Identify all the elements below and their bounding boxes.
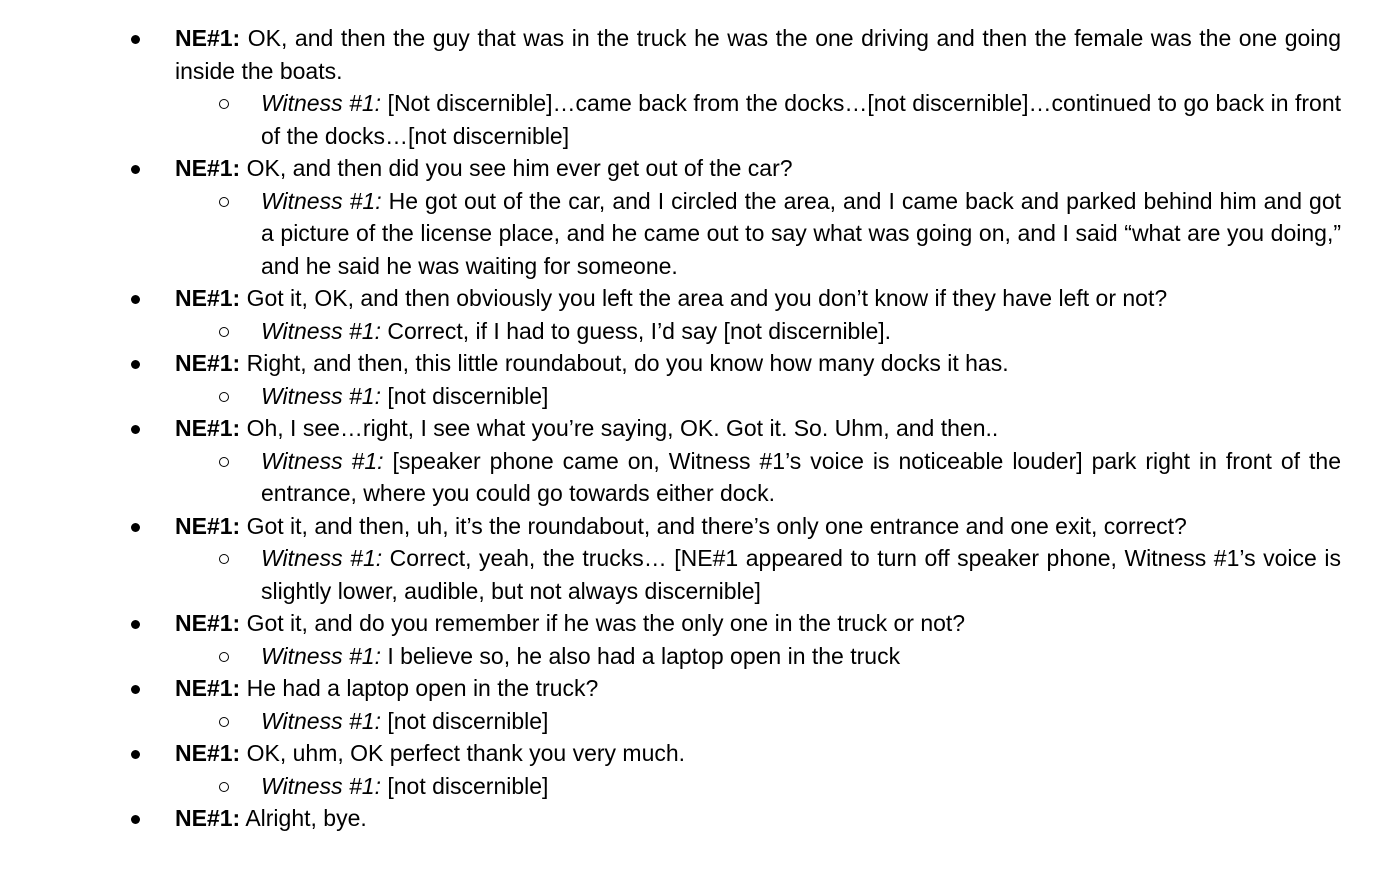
answer-line xyxy=(0,770,1394,803)
transcript-entry xyxy=(0,510,1394,608)
question-line xyxy=(0,22,1394,87)
question-text: He had a laptop open in the truck? xyxy=(240,675,599,701)
answer-text: I believe so, he also had a laptop open in the truck xyxy=(380,642,901,669)
speaker-label: NE#1: xyxy=(175,610,241,636)
transcript-entry xyxy=(0,152,1394,282)
question-text: Got it, OK, and then obviously you left the area and you don’t know if they have left or not? xyxy=(240,285,1168,311)
witness-label: Witness #1: xyxy=(261,187,382,214)
transcript-entry xyxy=(0,607,1394,672)
question-text: OK, and then the guy that was in the truck he was the one driving and then the female was the one going inside the boats. xyxy=(175,25,1341,84)
bullet-icon xyxy=(131,425,140,434)
transcript-entry xyxy=(0,347,1394,412)
speaker-label: NE#1: xyxy=(175,155,241,181)
bullet-icon xyxy=(131,750,140,759)
answer-line xyxy=(0,705,1394,738)
sub-bullet-icon xyxy=(219,327,229,337)
question-text: Oh, I see…right, I see what you’re saying, OK. Got it. So. Uhm, and then.. xyxy=(240,415,999,441)
witness-label: Witness #1: xyxy=(261,642,381,669)
question-line xyxy=(0,347,1394,380)
question-line xyxy=(0,737,1394,770)
speaker-label: NE#1: xyxy=(175,350,241,376)
speaker-label: NE#1: xyxy=(175,675,241,701)
question-text: Right, and then, this little roundabout, do you know how many docks it has. xyxy=(240,350,1009,376)
sub-bullet-icon xyxy=(219,717,229,727)
question-line xyxy=(0,672,1394,705)
transcript-entry xyxy=(0,737,1394,802)
sub-bullet-icon xyxy=(219,554,229,564)
witness-label: Witness #1: xyxy=(261,447,384,474)
witness-label: Witness #1: xyxy=(261,707,381,734)
answer-line xyxy=(0,315,1394,348)
speaker-label: NE#1: xyxy=(175,415,241,441)
witness-label: Witness #1: xyxy=(261,772,381,799)
answer-line xyxy=(0,185,1394,283)
bullet-icon xyxy=(131,360,140,369)
speaker-label: NE#1: xyxy=(175,512,241,539)
witness-label: Witness #1: xyxy=(261,317,381,344)
answer-line xyxy=(0,542,1394,607)
answer-line xyxy=(0,640,1394,673)
answer-line xyxy=(0,380,1394,413)
speaker-label: NE#1: xyxy=(175,25,241,51)
answer-text: [speaker phone came on, Witness #1’s voice is noticeable louder] park right in front of the entrance, where you could go towards either dock. xyxy=(261,447,1342,506)
bullet-icon xyxy=(131,35,140,44)
transcript-entry xyxy=(0,412,1394,510)
bullet-icon xyxy=(131,523,140,532)
sub-bullet-icon xyxy=(219,197,229,207)
witness-label: Witness #1: xyxy=(261,382,381,409)
answer-line xyxy=(0,87,1394,152)
answer-text: [not discernible] xyxy=(380,382,549,409)
transcript-document xyxy=(0,22,1394,835)
transcript-entry xyxy=(0,282,1394,347)
question-text: Got it, and then, uh, it’s the roundabout, and there’s only one entrance and one exit, correct? xyxy=(240,512,1187,539)
witness-label: Witness #1: xyxy=(261,90,382,116)
bullet-icon xyxy=(131,685,140,694)
sub-bullet-icon xyxy=(219,782,229,792)
question-line xyxy=(0,152,1394,185)
transcript-entry xyxy=(0,672,1394,737)
question-text: OK, uhm, OK perfect thank you very much. xyxy=(240,740,686,766)
answer-text: Correct, yeah, the trucks… [NE#1 appeared to turn off speaker phone, Witness #1’s voice is slightly lower, audible, but not always discernible] xyxy=(261,545,1341,604)
question-line xyxy=(0,282,1394,315)
answer-text: [Not discernible]…came back from the docks…[not discernible]…continued to go back in front of the docks…[not discernible] xyxy=(261,90,1342,149)
answer-text: Correct, if I had to guess, I’d say [not discernible]. xyxy=(380,317,892,344)
question-text: Alright, bye. xyxy=(240,805,367,831)
question-line xyxy=(0,607,1394,640)
speaker-label: NE#1: xyxy=(175,805,241,831)
bullet-icon xyxy=(131,295,140,304)
question-line xyxy=(0,412,1394,445)
sub-bullet-icon xyxy=(219,652,229,662)
sub-bullet-icon xyxy=(219,99,229,109)
speaker-label: NE#1: xyxy=(175,285,241,311)
transcript-entry xyxy=(0,802,1394,835)
question-text: Got it, and do you remember if he was the only one in the truck or not? xyxy=(240,610,966,636)
witness-label: Witness #1: xyxy=(261,545,383,571)
sub-bullet-icon xyxy=(219,457,229,467)
answer-text: He got out of the car, and I circled the area, and I came back and parked behind him and got a picture of the license place, and he came out to say what was going on, and I said “what are you doing,” and he said he was waiting for someone. xyxy=(261,187,1342,279)
question-line xyxy=(0,510,1394,543)
answer-line xyxy=(0,445,1394,510)
sub-bullet-icon xyxy=(219,392,229,402)
bullet-icon xyxy=(131,620,140,629)
bullet-icon xyxy=(131,165,140,174)
speaker-label: NE#1: xyxy=(175,740,241,766)
question-line xyxy=(0,802,1394,835)
answer-text: [not discernible] xyxy=(380,772,549,799)
bullet-icon xyxy=(131,815,140,824)
transcript-entry xyxy=(0,22,1394,152)
question-text: OK, and then did you see him ever get out of the car? xyxy=(240,155,793,181)
answer-text: [not discernible] xyxy=(380,707,549,734)
